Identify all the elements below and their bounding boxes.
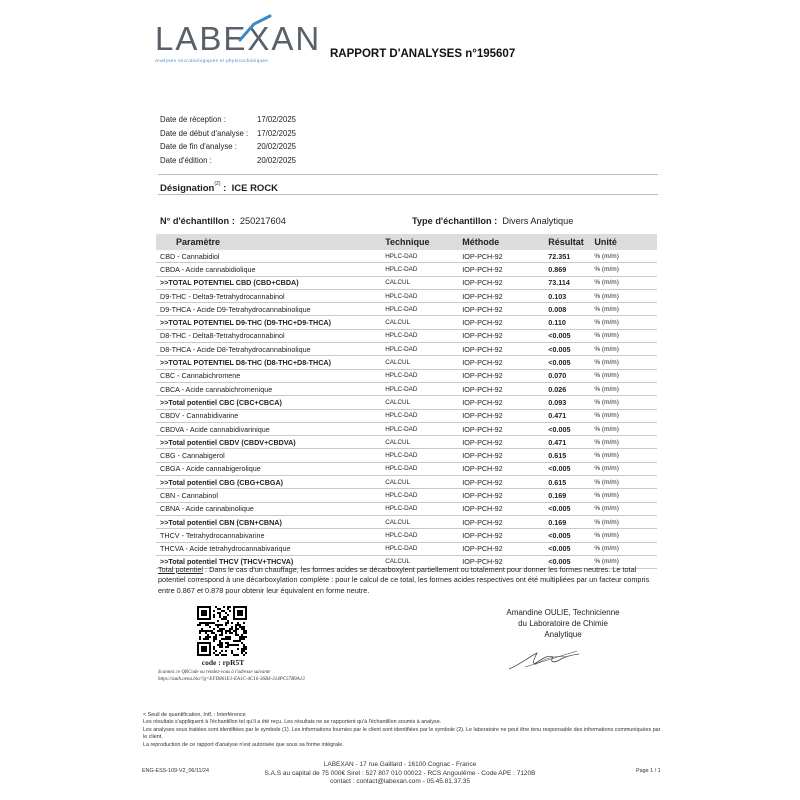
cell-resultat: 0.026 (548, 382, 594, 395)
table-header-row (156, 234, 657, 250)
cell-resultat: 0.008 (548, 303, 594, 316)
cell-unite: % (m/m) (594, 515, 657, 528)
cell-unite: % (m/m) (594, 356, 657, 369)
cell-parametre: D8-THC - Delta8-Tetrahydrocannabinol (156, 329, 385, 342)
cell-technique: CALCUL (385, 356, 462, 369)
table-row (156, 369, 657, 382)
qr-code-label: code : rpR5T (201, 658, 245, 667)
cell-methode: IOP-PCH-92 (462, 409, 548, 422)
note-label: Total potentiel (158, 565, 204, 574)
table-row (156, 250, 657, 263)
cell-resultat: <0.005 (548, 422, 594, 435)
cell-unite: % (m/m) (594, 382, 657, 395)
cell-methode: IOP-PCH-92 (462, 369, 548, 382)
cell-resultat: 0.869 (548, 263, 594, 276)
cell-technique: HPLC-DAD (385, 263, 462, 276)
cell-methode: IOP-PCH-92 (462, 436, 548, 449)
cell-unite: % (m/m) (594, 343, 657, 356)
cell-resultat: 0.615 (548, 476, 594, 489)
cell-parametre: >>TOTAL POTENTIEL D9-THC (D9-THC+D9-THCA) (156, 316, 385, 329)
table-row (156, 409, 657, 422)
divider (158, 194, 658, 195)
logo-tagline: Analyses microbiologiques et physicochimiques (155, 58, 269, 63)
cell-unite: % (m/m) (594, 396, 657, 409)
cell-methode: IOP-PCH-92 (462, 555, 548, 568)
sample-type: Type d'échantillon : Divers Analytique (412, 216, 574, 226)
table-row (156, 515, 657, 528)
cell-unite: % (m/m) (594, 316, 657, 329)
legend-block: < Seuil de quantification, Intf. : Interférence Les résultats s'appliquent à l'échantillon tel qu'il a été reçu. Les résultats ne se rapportent qu'à l'échantillon soumis à analyse. Les analyses sous traitées sont identifiées par le symbole (1). Les informations fournies par le client sont identifiées par le symbole (2). Le laboratoire ne peut être tenu responsable des informations communiquées par le client. La reproduction de ce rapport d'analyse n'est autorisée que sous sa forme intégrale. (143, 712, 661, 748)
date-row-edition: Date d'édition : 20/02/2025 (160, 155, 297, 165)
cell-parametre: THCVA - Acide tetrahydrocannabivarique (156, 542, 385, 555)
cell-unite: % (m/m) (594, 476, 657, 489)
cell-methode: IOP-PCH-92 (462, 462, 548, 475)
col-header-resultat: Résultat (548, 234, 594, 250)
report-title: RAPPORT D'ANALYSES n°195607 (330, 48, 516, 60)
cell-parametre: >>Total potentiel CBC (CBC+CBCA) (156, 396, 385, 409)
signature-image (505, 645, 585, 675)
table-row (156, 316, 657, 329)
cell-methode: IOP-PCH-92 (462, 529, 548, 542)
cell-parametre: CBDV - Cannabidivarine (156, 409, 385, 422)
table-row (156, 396, 657, 409)
cell-technique: HPLC-DAD (385, 303, 462, 316)
cell-resultat: 0.471 (548, 436, 594, 449)
cell-resultat: 0.169 (548, 489, 594, 502)
table-row (156, 356, 657, 369)
cell-technique: HPLC-DAD (385, 409, 462, 422)
cell-parametre: >>Total potentiel CBG (CBG+CBGA) (156, 476, 385, 489)
table-row (156, 449, 657, 462)
cell-parametre: THCV - Tetrahydrocannabivarine (156, 529, 385, 542)
cell-technique: HPLC-DAD (385, 422, 462, 435)
cell-technique: HPLC-DAD (385, 542, 462, 555)
cell-technique: HPLC-DAD (385, 343, 462, 356)
cell-methode: IOP-PCH-92 (462, 449, 548, 462)
cell-unite: % (m/m) (594, 462, 657, 475)
logo-swoosh-icon (238, 14, 272, 44)
cell-unite: % (m/m) (594, 449, 657, 462)
footer-company: LABEXAN - 17 rue Gaillard - 16100 Cognac - France S.A.S au capital de 75 000€ Siret : 527 807 010 00022 - RCS Angoulême - Code APE : 7120B contact : contact@labexan.com - 05.45.81.37.35 (264, 761, 536, 786)
cell-methode: IOP-PCH-92 (462, 329, 548, 342)
cell-technique: CALCUL (385, 555, 462, 568)
cell-resultat: <0.005 (548, 356, 594, 369)
labexan-logo (155, 20, 322, 63)
table-row (156, 263, 657, 276)
cell-resultat: 0.471 (548, 409, 594, 422)
cell-parametre: CBD - Cannabidiol (156, 250, 385, 263)
cell-methode: IOP-PCH-92 (462, 515, 548, 528)
cell-unite: % (m/m) (594, 329, 657, 342)
col-header-technique: Technique (385, 234, 462, 250)
cell-parametre: CBDA - Acide cannabidiolique (156, 263, 385, 276)
table-row (156, 303, 657, 316)
table-row (156, 476, 657, 489)
date-row-start: Date de début d'analyse : 17/02/2025 (160, 128, 297, 138)
cell-unite: % (m/m) (594, 369, 657, 382)
col-header-unite: Unité (594, 234, 657, 250)
cell-unite: % (m/m) (594, 502, 657, 515)
table-row (156, 343, 657, 356)
cell-methode: IOP-PCH-92 (462, 382, 548, 395)
cell-parametre: CBNA - Acide cannabinolique (156, 502, 385, 515)
cell-resultat: 0.103 (548, 289, 594, 302)
cell-technique: HPLC-DAD (385, 329, 462, 342)
table-row (156, 329, 657, 342)
cell-resultat: 0.615 (548, 449, 594, 462)
cell-technique: CALCUL (385, 436, 462, 449)
cell-unite: % (m/m) (594, 303, 657, 316)
cell-technique: HPLC-DAD (385, 382, 462, 395)
cell-methode: IOP-PCH-92 (462, 276, 548, 289)
cell-parametre: >>TOTAL POTENTIEL D8-THC (D8-THC+D8-THCA) (156, 356, 385, 369)
sample-number: N° d'échantillon : 250217604 (160, 216, 286, 226)
table-row (156, 502, 657, 515)
logo-wordmark: LABEXAN (155, 20, 322, 57)
cell-methode: IOP-PCH-92 (462, 396, 548, 409)
cell-methode: IOP-PCH-92 (462, 250, 548, 263)
cell-technique: HPLC-DAD (385, 369, 462, 382)
cell-technique: CALCUL (385, 396, 462, 409)
cell-unite: % (m/m) (594, 289, 657, 302)
dates-block (160, 113, 296, 167)
results-table (156, 234, 657, 569)
signer-block: Amandine OULIE, Technicienne du Laboratoire de Chimie Analytique (506, 608, 620, 639)
col-header-parametre: Paramètre (156, 234, 385, 250)
cell-resultat: <0.005 (548, 529, 594, 542)
cell-parametre: D9-THC - Delta9-Tetrahydrocannabinol (156, 289, 385, 302)
cell-unite: % (m/m) (594, 422, 657, 435)
qr-url: https://auth.oena.bio/?g=EFD861E1-EA1C-4C16-36B4-314PC57B9A13 (158, 676, 305, 682)
cell-methode: IOP-PCH-92 (462, 542, 548, 555)
cell-methode: IOP-PCH-92 (462, 422, 548, 435)
table-row (156, 276, 657, 289)
cell-technique: HPLC-DAD (385, 489, 462, 502)
divider (158, 174, 658, 175)
note-text: : Dans le cas d'un chauffage, les formes acides se décarboxylent partiellement ou totalement pour donner les formes neutres. Le total potentiel correspond à une décarboxylation complète : pour le calcul de ce total, les formes acides respectives ont été multipliées par un facteur compris entre 0.867 et 0.878 pour obtenir leur équivalent en forme neutre. (158, 565, 650, 595)
cell-technique: CALCUL (385, 276, 462, 289)
cell-parametre: CBC - Cannabichromene (156, 369, 385, 382)
cell-unite: % (m/m) (594, 276, 657, 289)
cell-parametre: CBCA - Acide cannabichromenique (156, 382, 385, 395)
cell-methode: IOP-PCH-92 (462, 303, 548, 316)
cell-resultat: <0.005 (548, 542, 594, 555)
cell-parametre: >>TOTAL POTENTIEL CBD (CBD+CBDA) (156, 276, 385, 289)
cell-methode: IOP-PCH-92 (462, 263, 548, 276)
cell-methode: IOP-PCH-92 (462, 476, 548, 489)
cell-parametre: >>Total potentiel CBN (CBN+CBNA) (156, 515, 385, 528)
table-row (156, 489, 657, 502)
date-row-end: Date de fin d'analyse : 20/02/2025 (160, 142, 297, 152)
table-row (156, 289, 657, 302)
cell-methode: IOP-PCH-92 (462, 356, 548, 369)
cell-technique: CALCUL (385, 515, 462, 528)
table-row (156, 529, 657, 542)
cell-unite: % (m/m) (594, 542, 657, 555)
total-potentiel-note (158, 565, 663, 596)
cell-parametre: CBN - Cannabinol (156, 489, 385, 502)
cell-resultat: <0.005 (548, 343, 594, 356)
cell-parametre: D9-THCA - Acide D9-Tetrahydrocannabinolique (156, 303, 385, 316)
footer-doc-ref: ENG-ESS-109-V2_06/11/24 (142, 768, 210, 774)
cell-unite: % (m/m) (594, 529, 657, 542)
cell-technique: CALCUL (385, 316, 462, 329)
cell-methode: IOP-PCH-92 (462, 289, 548, 302)
cell-technique: HPLC-DAD (385, 250, 462, 263)
cell-unite: % (m/m) (594, 409, 657, 422)
cell-resultat: 0.169 (548, 515, 594, 528)
cell-parametre: >>Total potentiel THCV (THCV+THCVA) (156, 555, 385, 568)
cell-methode: IOP-PCH-92 (462, 502, 548, 515)
cell-technique: CALCUL (385, 476, 462, 489)
cell-resultat: 0.110 (548, 316, 594, 329)
cell-technique: HPLC-DAD (385, 449, 462, 462)
cell-resultat: 0.070 (548, 369, 594, 382)
cell-resultat: <0.005 (548, 462, 594, 475)
table-row (156, 542, 657, 555)
cell-technique: HPLC-DAD (385, 529, 462, 542)
table-row (156, 422, 657, 435)
cell-parametre: CBGA - Acide cannabigerolique (156, 462, 385, 475)
table-row (156, 382, 657, 395)
cell-methode: IOP-PCH-92 (462, 489, 548, 502)
qr-code-icon[interactable] (197, 606, 247, 656)
qr-instructions: Scannez ce QRCode ou rendez-vous à l'adresse suivante https://auth.oena.bio/?g=EFD861E1-EA1C-4C16-36B4-314PC57B9A13 (158, 670, 305, 682)
cell-resultat: 72.351 (548, 250, 594, 263)
cell-resultat: 73.114 (548, 276, 594, 289)
cell-unite: % (m/m) (594, 489, 657, 502)
cell-unite: % (m/m) (594, 250, 657, 263)
cell-parametre: CBG - Cannabigerol (156, 449, 385, 462)
footer-page-number: Page 1 / 1 (636, 768, 661, 774)
cell-resultat: <0.005 (548, 555, 594, 568)
cell-resultat: 0.093 (548, 396, 594, 409)
cell-resultat: <0.005 (548, 502, 594, 515)
cell-parametre: >>Total potentiel CBDV (CBDV+CBDVA) (156, 436, 385, 449)
cell-parametre: CBDVA - Acide cannabidivarinique (156, 422, 385, 435)
designation: Désignation$^{(2)}$ : ICE ROCK (160, 181, 279, 194)
cell-parametre: D8-THCA - Acide D8-Tetrahydrocannabinolique (156, 343, 385, 356)
col-header-methode: Méthode (462, 234, 548, 250)
cell-methode: IOP-PCH-92 (462, 343, 548, 356)
cell-methode: IOP-PCH-92 (462, 316, 548, 329)
cell-technique: HPLC-DAD (385, 462, 462, 475)
cell-technique: HPLC-DAD (385, 289, 462, 302)
cell-unite: % (m/m) (594, 555, 657, 568)
cell-resultat: <0.005 (548, 329, 594, 342)
date-row-reception: Date de réception : 17/02/2025 (160, 115, 297, 124)
cell-technique: HPLC-DAD (385, 502, 462, 515)
cell-unite: % (m/m) (594, 436, 657, 449)
cell-unite: % (m/m) (594, 263, 657, 276)
designation-value: ICE ROCK (231, 183, 279, 194)
table-row (156, 462, 657, 475)
table-row (156, 436, 657, 449)
